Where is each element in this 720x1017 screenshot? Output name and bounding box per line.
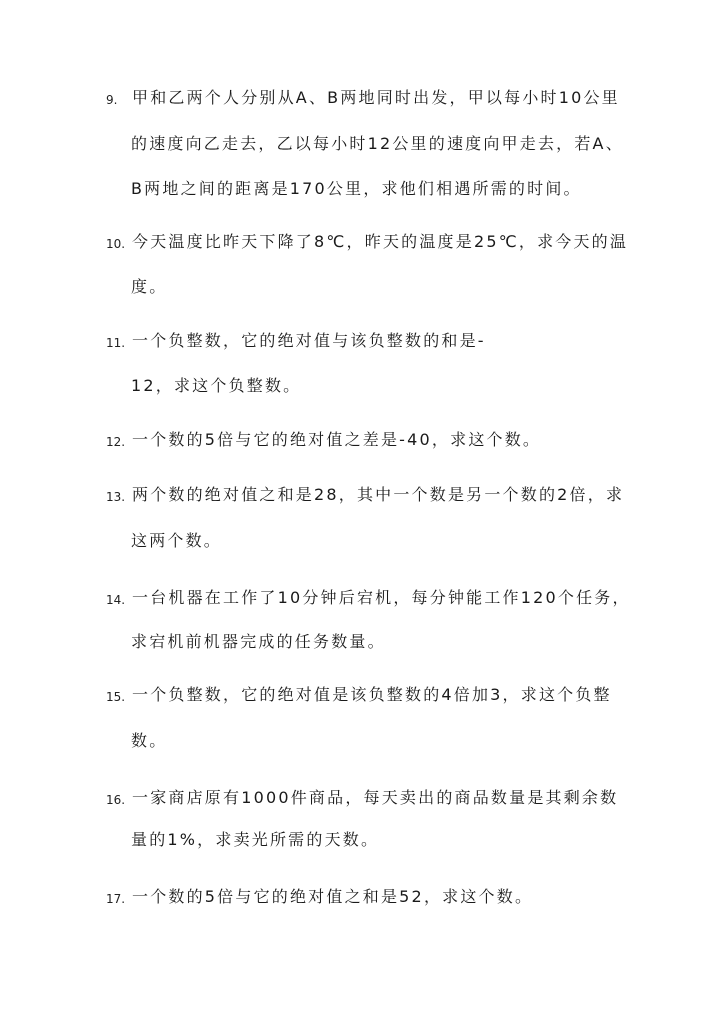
problem-number: 9. bbox=[106, 93, 118, 107]
problem-text-line: 这两个数。 bbox=[131, 531, 223, 550]
problem-text-line: 一个负整数，它的绝对值是该负整数的4倍加3，求这个负整 bbox=[132, 685, 612, 704]
problem-number: 13. bbox=[106, 490, 126, 504]
problem-number: 17. bbox=[106, 892, 126, 906]
problem-number: 15. bbox=[106, 690, 126, 704]
problem-text-line: 一个数的5倍与它的绝对值之和是52，求这个数。 bbox=[132, 887, 534, 906]
problem-text-line: 今天温度比昨天下降了8℃，昨天的温度是25℃，求今天的温 bbox=[132, 232, 629, 251]
problem-number: 11. bbox=[106, 336, 126, 350]
problem-text-line: 求宕机前机器完成的任务数量。 bbox=[131, 632, 386, 651]
problem-text-line: 一个负整数，它的绝对值与该负整数的和是- bbox=[132, 331, 486, 350]
problem-text-line: 一台机器在工作了10分钟后宕机，每分钟能工作120个任务， bbox=[132, 588, 631, 607]
problem-text-line: B两地之间的距离是170公里，求他们相遇所需的时间。 bbox=[131, 179, 582, 198]
problem-text-line: 12，求这个负整数。 bbox=[131, 376, 302, 395]
problem-number: 14. bbox=[106, 593, 126, 607]
problem-number: 12. bbox=[106, 435, 126, 449]
problem-text-line: 度。 bbox=[131, 277, 168, 296]
problem-text-line: 一家商店原有1000件商品，每天卖出的商品数量是其剩余数 bbox=[132, 788, 619, 807]
problem-text-line: 量的1%，求卖光所需的天数。 bbox=[131, 830, 380, 849]
problem-text-line: 两个数的绝对值之和是28，其中一个数是另一个数的2倍，求 bbox=[132, 485, 625, 504]
problem-text-line: 一个数的5倍与它的绝对值之差是-40，求这个数。 bbox=[132, 430, 542, 449]
problem-text-line: 的速度向乙走去，乙以每小时12公里的速度向甲走去，若A、 bbox=[131, 134, 624, 153]
problem-number: 10. bbox=[106, 237, 126, 251]
problem-text-line: 甲和乙两个人分别从A、B两地同时出发，甲以每小时10公里 bbox=[132, 88, 620, 107]
problem-number: 16. bbox=[106, 793, 126, 807]
problem-text-line: 数。 bbox=[131, 731, 168, 750]
